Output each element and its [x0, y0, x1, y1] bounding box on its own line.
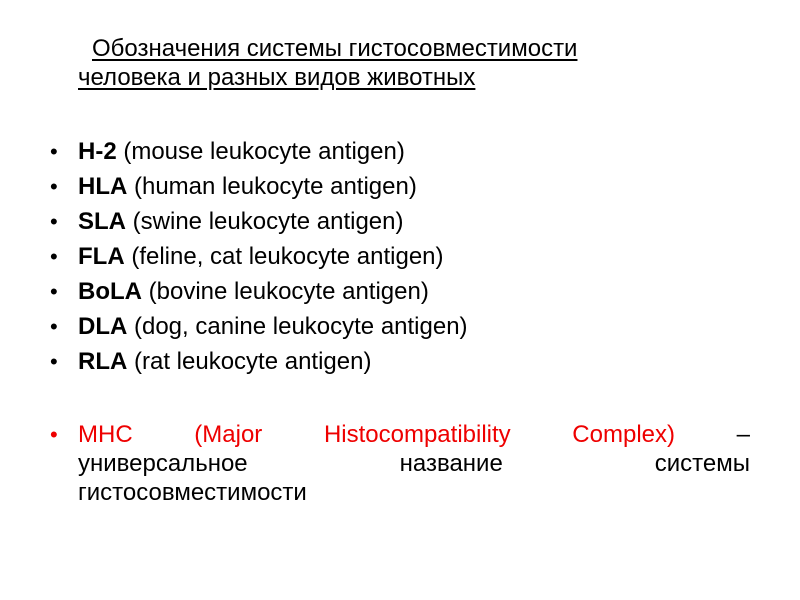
bullet-icon: •	[50, 244, 58, 269]
bullet-icon: •	[50, 279, 58, 304]
mhc-paragraph	[50, 420, 750, 507]
bullet-icon: •	[50, 209, 58, 234]
bullet-icon: •	[50, 314, 58, 339]
list-item	[0, 309, 800, 344]
title-line-2: человека и разных видов животных	[78, 64, 476, 91]
mhc-line-2: универсальное название системы	[78, 450, 750, 477]
item-abbreviation: DLA	[78, 313, 128, 340]
antigen-list	[0, 134, 800, 379]
item-description: (feline, cat leukocyte antigen)	[124, 243, 444, 270]
bullet-icon: •	[50, 174, 58, 199]
slide-title	[78, 34, 738, 92]
item-description: (human leukocyte antigen)	[127, 173, 417, 200]
bullet-icon: •	[50, 139, 58, 164]
item-description: (mouse leukocyte antigen)	[116, 138, 405, 165]
list-item	[0, 239, 800, 274]
bullet-icon: •	[50, 422, 58, 447]
mhc-line-3: гистосовместимости	[78, 479, 307, 506]
item-abbreviation: HLA	[78, 173, 128, 200]
mhc-dash: –	[675, 421, 750, 448]
list-item	[0, 169, 800, 204]
item-abbreviation: BoLA	[78, 278, 142, 305]
mhc-line-1	[78, 420, 750, 449]
bullet-icon: •	[50, 349, 58, 374]
list-item	[0, 134, 800, 169]
item-abbreviation: H-2	[78, 138, 117, 165]
item-abbreviation: RLA	[78, 348, 128, 375]
item-abbreviation: SLA	[78, 208, 126, 235]
item-description: (bovine leukocyte antigen)	[141, 278, 429, 305]
item-abbreviation: FLA	[78, 243, 125, 270]
item-description: (rat leukocyte antigen)	[127, 348, 372, 375]
title-line-1: Обозначения системы гистосовместимости	[92, 35, 578, 62]
list-item	[0, 344, 800, 379]
item-description: (swine leukocyte antigen)	[126, 208, 404, 235]
list-item	[0, 274, 800, 309]
item-description: (dog, canine leukocyte antigen)	[127, 313, 468, 340]
list-item	[0, 204, 800, 239]
mhc-term: MHC (Major Histocompatibility Complex)	[78, 421, 675, 448]
